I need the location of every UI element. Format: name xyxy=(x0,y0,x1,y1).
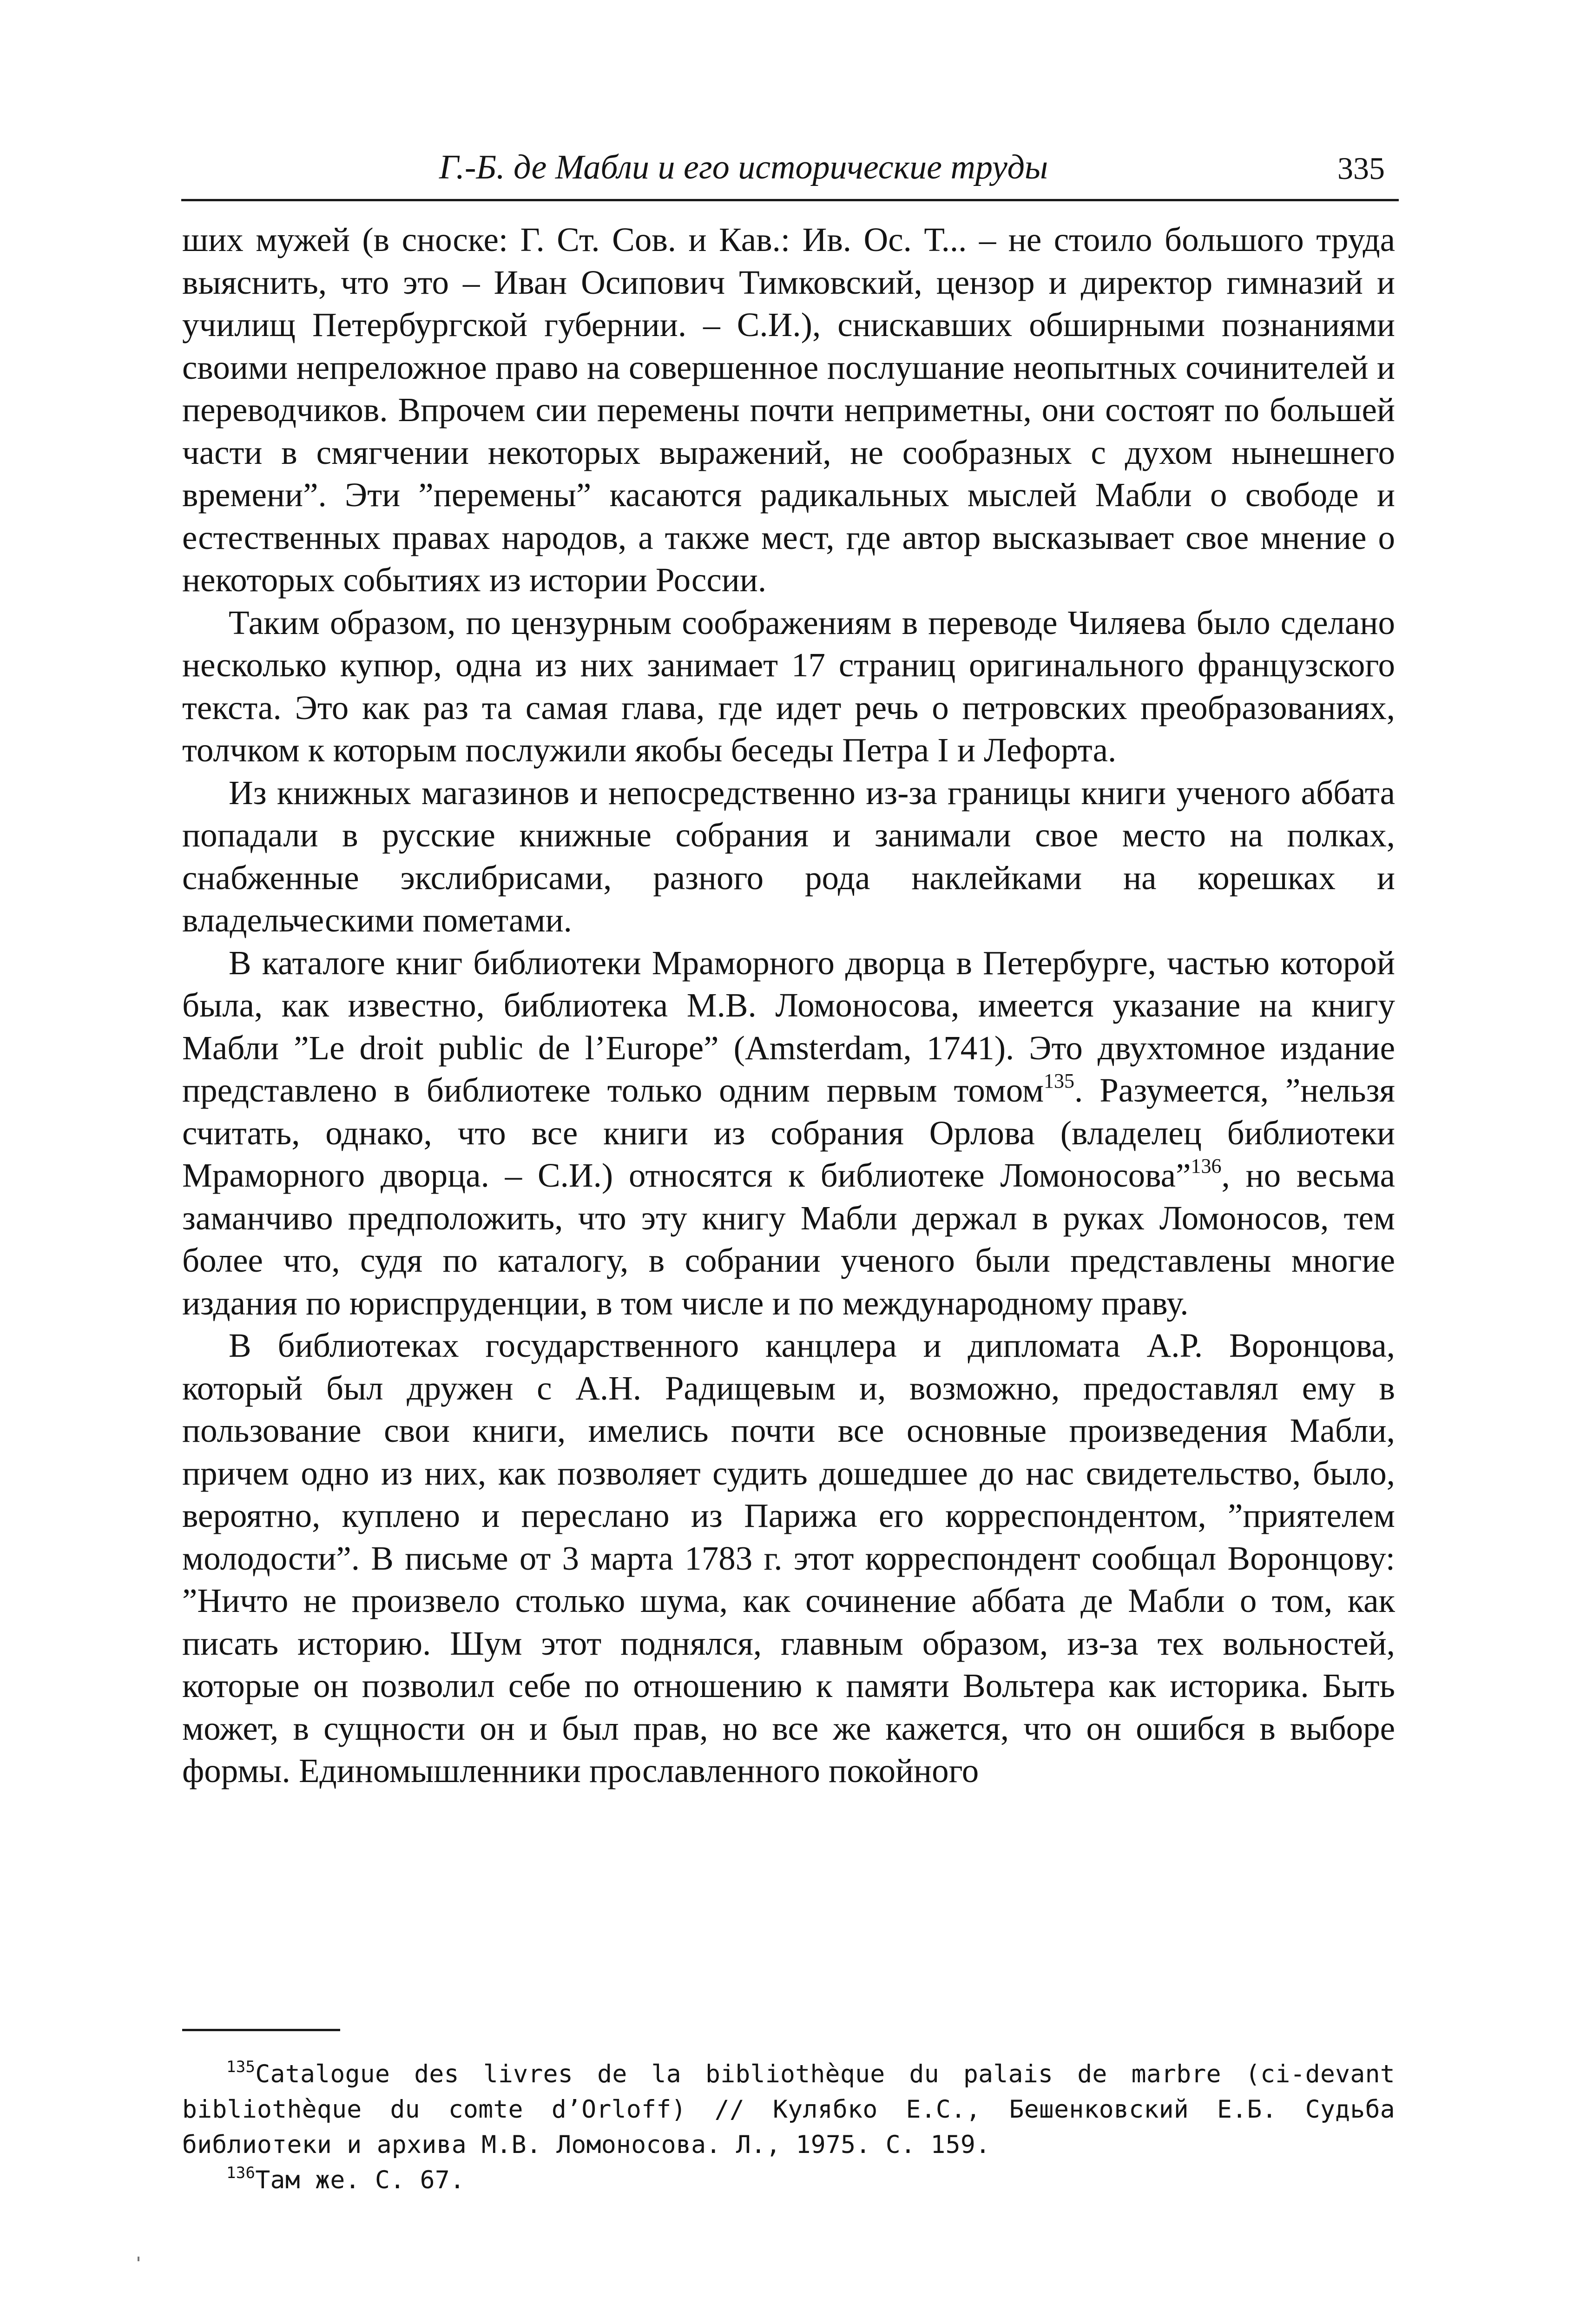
footnote-number: 135 xyxy=(226,2058,256,2076)
footnote-text: Там же. С. 67. xyxy=(255,2166,465,2194)
paragraph-5: В библиотеках государственного канцлера и дипломата А.Р. Воронцова, который был дружен с А.Н. Радищевым и, возможно, предоставлял ему в пользование свои книги, имелись почти все основные произведения Мабли, причем одно из них, как позволяет судить дошедшее до нас свидетельство, было, вероятно, куплено и переслано из Парижа его корреспондентом, ”приятелем молодости”. В письме от 3 марта 1783 г. этот корреспондент сообщал Воронцову: ”Ничто не произвело столько шума, как сочинение аббата де Мабли о том, как писать историю. Шум этот поднялся, главным образом, из-за тех вольностей, которые он позволил себе по отношению к памяти Вольтера как историка. Быть может, в сущности он и был прав, но все же кажется, что он ошибся в выборе формы. Единомышленники прославленного покойного xyxy=(182,1327,1395,1789)
paragraph-2: Таким образом, по цензурным соображениям в переводе Чиляева было сделано несколько купюр, одна из них занимает 17 страниц оригинального французского текста. Это как раз та самая глава, где идет речь о петровских преобразованиях, толчком к которым послужили якобы беседы Петра I и Лефорта. xyxy=(182,603,1395,769)
paragraph-4-part-1: В каталоге книг библиотеки Мраморного дворца в Петербурге, частью которой была, как известно, библиотека М.В. Ломоносова, имеется указание на книгу Мабли ”Le droit public de l’Europe” (Amsterdam, 1741). Это двухтомное издание представлено в библиотеке только одним первым томом xyxy=(182,944,1395,1109)
footnote-ref-135[interactable]: 135 xyxy=(1044,1070,1075,1092)
paragraph-1: ших мужей (в сноске: Г. Ст. Сов. и Кав.: Ив. Ос. Т... – не стоило большого труда выяснить, что это – Иван Осипович Тимковский, цензор и директор гимназий и училищ Петербургской губернии. – С.И.), снискавших обширными познаниями своими непреложное право на совершенное послушание неопытных сочинителей и переводчиков. Впрочем сии перемены почти неприметны, они состоят по большей части в смягчении некоторых выражений, не сообразных с духом нынешнего времени”. Эти ”перемены” касаются радикальных мыслей Мабли о свободе и естественных правах народов, а также мест, где автор высказывает свое мнение о некоторых событиях из истории России. xyxy=(182,221,1395,599)
footnote-number: 136 xyxy=(226,2164,256,2182)
paragraph-4-part-3: , но весьма заманчиво предположить, что эту книгу Мабли держал в руках Ломоносов, тем более что, судя по каталогу, в собрании ученого были представлены многие издания по юриспруденции, в том числе и по международному праву. xyxy=(182,1156,1395,1322)
header-rule xyxy=(181,199,1399,201)
footnote-rule xyxy=(182,2029,340,2031)
main-text xyxy=(182,218,1395,1792)
footnote-136 xyxy=(182,2163,1395,2198)
page-number: 335 xyxy=(1337,151,1385,186)
footnote-135 xyxy=(182,2057,1395,2163)
paragraph-3: Из книжных магазинов и непосредственно из-за границы книги ученого аббата попадали в русские книжные собрания и занимали свое место на полках, снабженные экслибрисами, разного рода наклейками на корешках и владельческими пометами. xyxy=(182,773,1395,939)
paragraph-4-part-2: . Разумеется, ”нельзя считать, однако, что все книги из собрания Орлова (владелец библиотеки Мраморного дворца. – С.И.) относятся к библиотеке Ломоносова” xyxy=(182,1071,1395,1194)
running-title: Г.-Б. де Мабли и его исторические труды xyxy=(439,148,1048,186)
footnote-ref-136[interactable]: 136 xyxy=(1191,1155,1222,1177)
running-header xyxy=(181,139,1399,200)
footnotes xyxy=(182,2057,1395,2198)
paragraph-4 xyxy=(182,942,1395,1325)
footnote-text: Catalogue des livres de la bibliothèque du palais de marbre (ci-devant bibliothèque du comte d’Orloff) // Кулябко Е.С., Бешенковский Е.Б. Судьба библиотеки и архива М.В. Ломоносова. Л., 1975. С. 159. xyxy=(182,2060,1395,2159)
scan-speck xyxy=(138,2257,139,2261)
